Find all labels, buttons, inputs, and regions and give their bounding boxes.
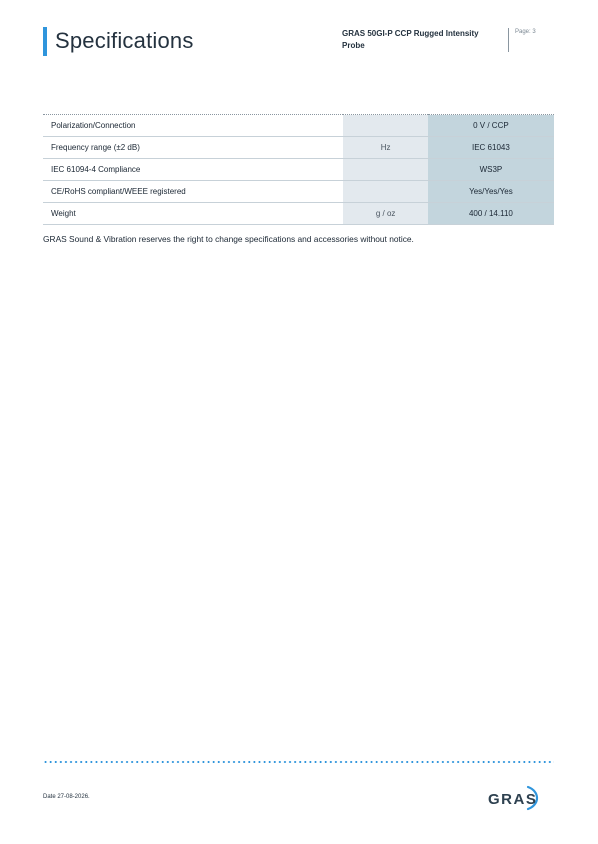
table-row [43,203,554,225]
table-row [43,115,554,137]
spec-unit [343,159,427,181]
spec-value: 0 V / CCP [428,115,554,137]
spec-parameter: IEC 61094-4 Compliance [43,159,343,181]
spec-parameter: Weight [43,203,343,225]
product-name: GRAS 50GI-P CCP Rugged Intensity Probe [342,29,479,50]
spec-unit: g / oz [343,203,427,225]
gras-logo-text: GRAS [488,791,538,808]
table-row [43,181,554,203]
spec-value: 400 / 14.110 [428,203,554,225]
spec-unit [343,115,427,137]
page-title: Specifications [55,28,194,53]
spec-table [43,114,554,225]
table-row [43,137,554,159]
page-number: Page: 3 [515,29,536,35]
gras-logo [486,783,548,813]
footer-dotted-divider [43,761,554,763]
spec-unit [343,181,427,203]
spec-parameter: Frequency range (±2 dB) [43,137,343,159]
spec-value: WS3P [428,159,554,181]
footer-date: Date 27-08-2026. [43,794,90,800]
disclaimer-notice: GRAS Sound & Vibration reserves the right to change specifications and accessories without notice. [43,234,414,244]
spec-parameter: CE/RoHS compliant/WEEE registered [43,181,343,203]
spec-parameter: Polarization/Connection [43,115,343,137]
table-row [43,159,554,181]
title-accent-bar [43,27,47,56]
spec-value: IEC 61043 [428,137,554,159]
spec-unit: Hz [343,137,427,159]
header-divider [508,28,509,52]
spec-value: Yes/Yes/Yes [428,181,554,203]
